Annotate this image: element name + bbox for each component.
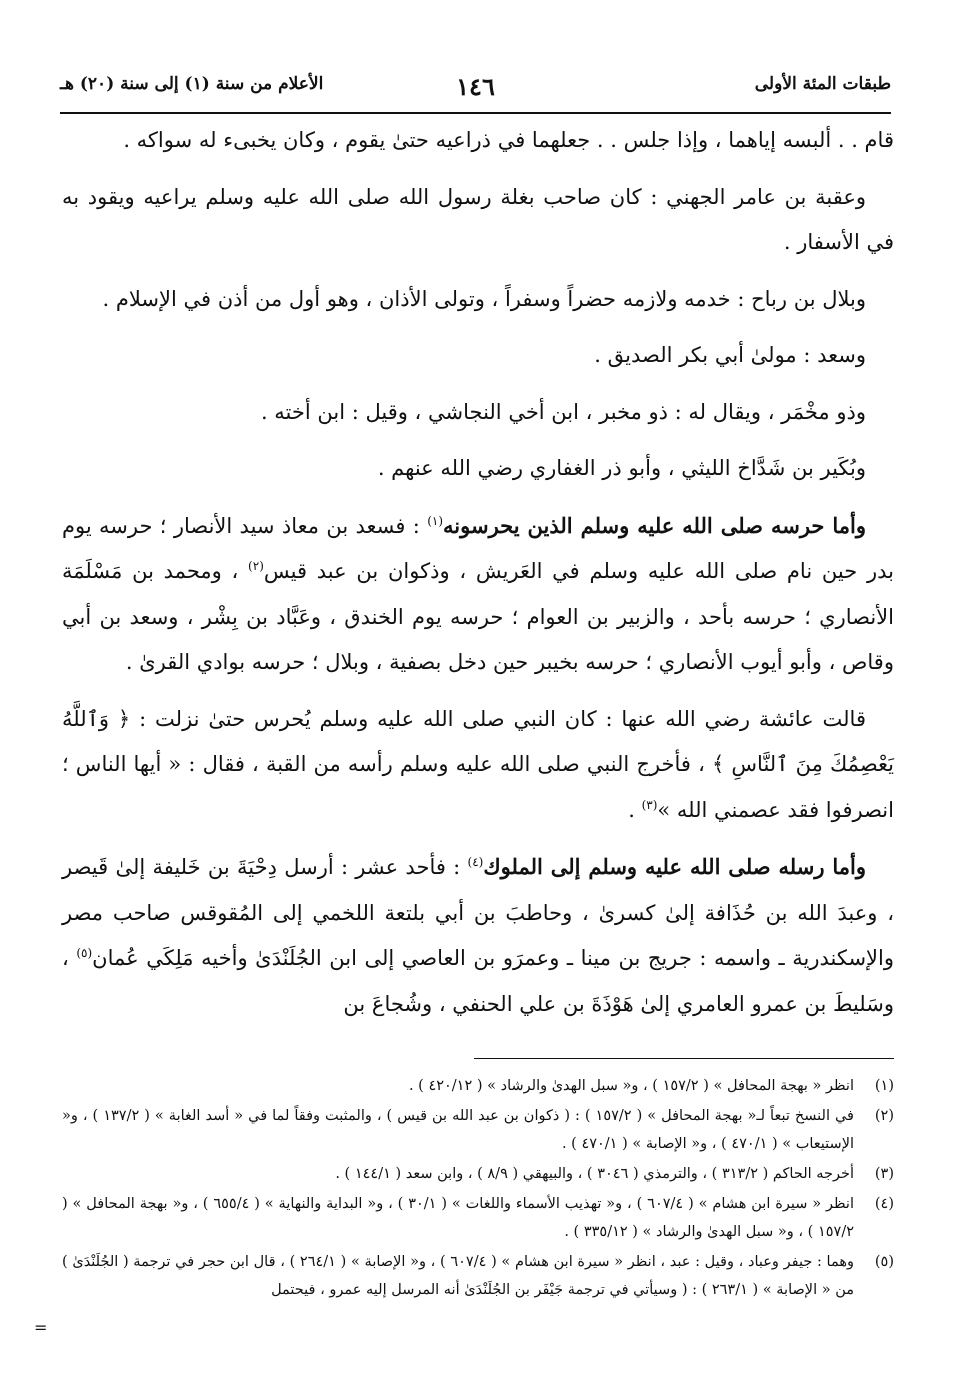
footnotes [62, 1072, 894, 1306]
messengers-text-b: ، وسَليطَ بن عمرو العامري إلىٰ هَوْذَةَ بن علي الحنفي ، وشُجاعَ بن [62, 946, 894, 1016]
paragraph-dhu-mikhmar: وذو مخْمَر ، ويقال له : ذو مخبر ، ابن أخي النجاشي ، وقيل : ابن أخته . [260, 399, 866, 424]
main-text [62, 118, 894, 1038]
footnote-text: في النسخ تبعاً لـ« بهجة المحافل » ( ١٥٧/٢ ) : ( ذكوان بن عبد الله بن قيس ) ، والمثبت وفقاً لما في « أسد الغابة » ( ١٣٧/٢ ) ، و« الإستيعاب » ( ٤٧٠/١ ) ، و« الإصابة » ( ٤٧٠/١ ) . [62, 1108, 854, 1152]
paragraph-bukayr: وبُكَير بن شَدَّاخ الليثي ، وأبو ذر الغفاري رضي الله عنهم . [377, 456, 866, 480]
footnote-ref-1[interactable]: (١) [427, 513, 444, 528]
footnote-number: (٥) [874, 1254, 894, 1270]
footnote-number: (٤) [874, 1196, 894, 1212]
guards-text-a: : فسعد بن معاذ سيد الأنصار ؛ حرسه يوم بدر حين نام صلى الله عليه وسلم في العَريش ، وذكوان بن عبد قيس [62, 513, 894, 583]
paragraph-messengers [62, 844, 894, 1027]
messengers-text-a: : فأحد عشر : أرسل دِحْيَةَ بن خَليفة إلىٰ قَيصر ، وعبدَ الله بن حُذَافة إلىٰ كسرىٰ ، وحاطبَ بن أبي بلتعة اللخمي إلى المُقوقس صاحب مصر والإسكندرية ـ واسمه : جريج بن مينا ـ وعمرَو بن العاصي إلى ابن الجُلَنْدَىٰ وأخيه مَلِكَي عُمان [62, 855, 895, 970]
paragraph-bilal: وبلال بن رباح : خدمه ولازمه حضراً وسفراً ، وتولى الأذان ، وهو أول من أذن في الإسلام . [102, 286, 866, 311]
footnote-ref-4[interactable]: (٤) [467, 855, 484, 869]
footnote-5 [62, 1248, 894, 1304]
footnote-2 [62, 1102, 894, 1158]
footnote-number: (٣) [874, 1166, 894, 1182]
paragraph-saad: وسعد : مولىٰ أبي بكر الصديق . [594, 343, 866, 367]
continuation-mark: = [34, 1318, 48, 1337]
paragraph-1: قام . . ألبسه إياهما ، وإذا جلس . . جعلهما في ذراعيه حتىٰ يقوم ، وكان يخبىء له سواكه . [123, 128, 894, 152]
footnote-text: انظر « سيرة ابن هشام » ( ٦٠٧/٤ ) ، و« تهذيب الأسماء واللغات » ( ٣٠/١ ) ، و« البداية والنهاية » ( ٦٥٥/٤ ) ، و« بهجة المحافل » ( ١٥٧/٢ ) ، و« سبل الهدىٰ والرشاد » ( ٣٣٥/١٢ ) . [62, 1196, 854, 1240]
page-number: ١٤٦ [456, 72, 495, 101]
footnote-text: أخرجه الحاكم ( ٣١٣/٢ ) ، والترمذي ( ٣٠٤٦ ) ، والبيهقي ( ٨/٩ ) ، وابن سعد ( ١٤٤/١ ) . [335, 1166, 854, 1182]
footnote-3 [62, 1160, 894, 1188]
footnote-ref-5[interactable]: (٥) [76, 946, 93, 960]
footnote-4 [62, 1190, 894, 1246]
guards-heading: وأما حرسه صلى الله عليه وسلم الذين يحرسونه [443, 512, 866, 538]
footnote-ref-2[interactable]: (٢) [248, 559, 264, 573]
footnote-text: انظر « بهجة المحافل » ( ١٥٧/٢ ) ، و« سبل الهدىٰ والرشاد » ( ٤٢٠/١٢ ) . [408, 1078, 854, 1094]
footnote-divider [474, 1058, 894, 1059]
footnote-number: (٢) [874, 1108, 894, 1124]
aisha-text-a: قالت عائشة رضي الله عنها : كان النبي صلى الله عليه وسلم يُحرس حتىٰ نزلت : ﴿ وَٱللَّهُ يَعْصِمُكَ مِنَ ٱلنَّاسِ ﴾ ، فأخرج النبي صلى الله عليه وسلم رأسه من القبة ، فقال : « أيها الناس ؛ انصرفوا فقد عصمني الله » [62, 706, 894, 822]
guards-text-b: ، ومحمد بن مَسْلَمَة الأنصاري ؛ حرسه بأحد ، والزبير بن العوام ؛ حرسه يوم الخندق ، وعَبَّاد بن بِشْر ، وسعد بن أبي وقاص ، وأبو أيوب الأنصاري ؛ حرسه بخيبر حين دخل بصفية ، وبلال ؛ حرسه بوادي القرىٰ . [62, 559, 894, 674]
footnote-number: (١) [874, 1078, 894, 1094]
aisha-text-b: . [628, 797, 642, 822]
footnote-text: وهما : جيفر وعباد ، وقيل : عبد ، انظر « سيرة ابن هشام » ( ٦٠٧/٤ ) ، و« الإصابة » ( ٢٦٤/١ ) ، قال ابن حجر في ترجمة ( الجُلَنْدَىٰ ) من « الإصابة » ( ٢٦٣/١ ) : ( وسيأتي في ترجمة جَيْفَر بن الجُلَنْدَىٰ أنه المرسل إليه عمرو ، فيحتمل [62, 1254, 854, 1298]
paragraph-aisha [62, 697, 894, 834]
paragraph-guards [62, 503, 894, 686]
paragraph-uqba: وعقبة بن عامر الجهني : كان صاحب بغلة رسول الله صلى الله عليه وسلم يراعيه ويقود به في الأسفار . [62, 184, 894, 254]
footnote-1 [62, 1072, 894, 1100]
footnote-ref-3[interactable]: (٣) [641, 797, 658, 812]
page-header [60, 70, 891, 114]
section-title: الأعلام من سنة (١) إلى سنة (٢٠) هـ [60, 74, 324, 94]
messengers-heading: وأما رسله صلى الله عليه وسلم إلى الملوك [483, 854, 866, 879]
book-title: طبقات المئة الأولى [754, 74, 891, 94]
